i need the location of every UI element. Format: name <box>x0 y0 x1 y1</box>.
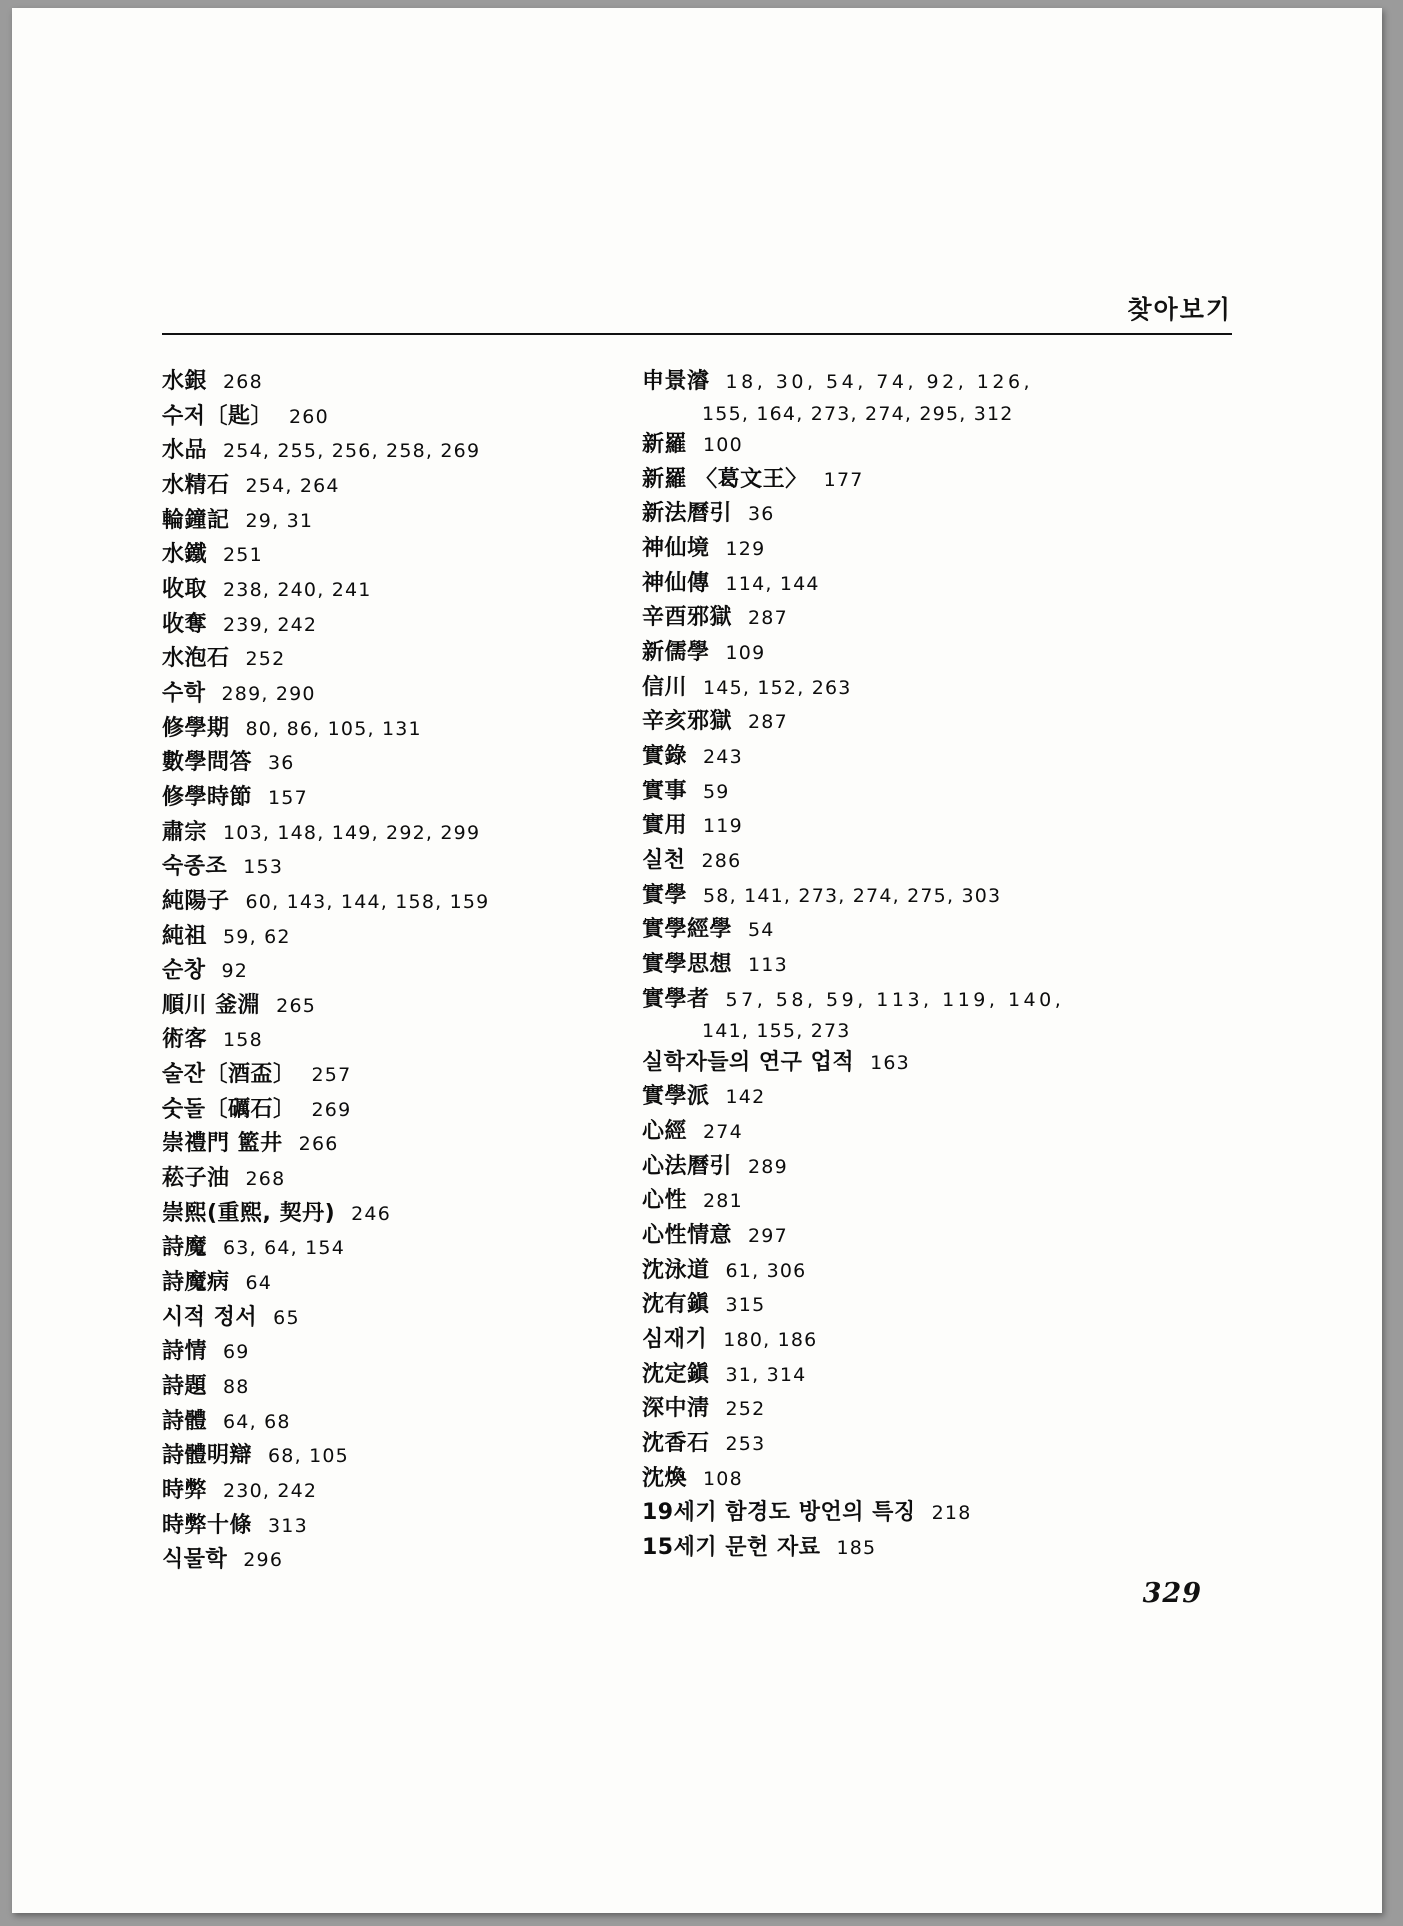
index-entry <box>162 1165 562 1193</box>
entry-term: 술잔〔酒盃〕 <box>162 1062 296 1088</box>
entry-pages: 60, 143, 144, 158, 159 <box>245 890 490 913</box>
entry-term: 神仙傳 <box>642 570 710 596</box>
page-number: 329 <box>1142 1578 1202 1609</box>
index-entry <box>162 576 562 604</box>
index-entry <box>642 1083 1042 1111</box>
entry-term: 辛酉邪獄 <box>642 605 733 631</box>
entry-term: 詩體明辯 <box>162 1443 253 1469</box>
index-entry <box>642 916 1042 944</box>
index-entry <box>162 437 562 465</box>
entry-pages: 65 <box>273 1306 300 1329</box>
index-entry <box>162 1373 562 1401</box>
index-entry <box>642 466 1042 494</box>
index-entry <box>162 853 562 881</box>
entry-pages: 145, 152, 263 <box>703 676 852 699</box>
entry-term: 心法曆引 <box>642 1153 733 1179</box>
index-entry <box>162 472 562 500</box>
entry-term: 信川 <box>642 674 688 700</box>
entry-term: 修學時節 <box>162 784 253 810</box>
entry-pages: 64, 68 <box>223 1410 291 1433</box>
entry-pages: 36 <box>748 503 775 526</box>
index-entry <box>642 570 1042 598</box>
entry-term: 詩魔 <box>162 1235 208 1261</box>
entry-pages: 287 <box>748 711 788 734</box>
entry-pages: 57, 58, 59, 113, 119, 140, <box>725 988 1065 1011</box>
index-entry <box>642 1465 1042 1493</box>
index-entry <box>642 743 1042 771</box>
entry-term: 實學者 <box>642 986 710 1012</box>
entry-term: 숫돌〔礪石〕 <box>162 1096 296 1122</box>
entry-term: 實學 <box>642 882 688 908</box>
entry-pages: 287 <box>748 607 788 630</box>
index-entry <box>162 1200 562 1228</box>
entry-pages: 88 <box>223 1376 250 1399</box>
entry-term: 心性 <box>642 1188 688 1214</box>
index-entry <box>162 1026 562 1054</box>
entry-term: 水泡石 <box>162 646 230 672</box>
entry-term: 輪鐘記 <box>162 507 230 533</box>
index-columns <box>162 368 1242 1581</box>
book-page <box>12 8 1382 1913</box>
index-entry <box>642 604 1042 632</box>
entry-pages: 289, 290 <box>221 682 316 705</box>
entry-term: 沈煥 <box>642 1465 688 1491</box>
index-entry <box>642 1049 1042 1077</box>
entry-pages: 29, 31 <box>245 509 314 532</box>
entry-term: 時弊 <box>162 1478 208 1503</box>
index-entry <box>642 1222 1042 1250</box>
index-entry <box>162 368 562 396</box>
entry-term: 實學派 <box>642 1084 710 1110</box>
index-entry <box>642 882 1042 910</box>
entry-term: 神仙境 <box>642 536 710 562</box>
index-entry <box>162 1304 562 1332</box>
index-entry <box>162 507 562 535</box>
index-entry <box>162 1546 562 1574</box>
entry-pages: 80, 86, 105, 131 <box>245 717 422 740</box>
entry-term: 실학자들의 연구 업적 <box>642 1049 855 1075</box>
entry-pages: 315 <box>725 1294 766 1317</box>
entry-term: 심재기 <box>642 1327 708 1353</box>
entry-term: 收取 <box>162 576 208 602</box>
index-entry <box>642 1534 1042 1562</box>
entry-pages: 246 <box>351 1202 392 1225</box>
index-entry <box>642 674 1042 702</box>
entry-term: 19세기 함경도 방언의 특징 <box>642 1500 916 1526</box>
entry-pages: 142 <box>725 1086 766 1109</box>
index-entry <box>162 1130 562 1158</box>
entry-pages: 257 <box>311 1064 352 1087</box>
entry-term: 崇熙(重熙, 契丹) <box>162 1200 336 1226</box>
index-entry <box>162 1061 562 1089</box>
entry-term: 新羅 <box>642 432 688 458</box>
index-entry <box>162 1477 562 1505</box>
entry-term: 純陽子 <box>162 888 230 914</box>
entry-term: 詩體 <box>162 1408 208 1434</box>
entry-term: 수학 <box>162 680 206 706</box>
entry-term: 崇禮門 籃井 <box>162 1131 283 1157</box>
index-entry <box>642 639 1042 667</box>
entry-pages: 254, 264 <box>245 474 340 497</box>
index-entry <box>642 708 1042 736</box>
index-entry <box>162 1442 562 1470</box>
entry-term: 新法曆引 <box>642 501 733 527</box>
index-column-right <box>642 368 1065 1581</box>
entry-term: 實錄 <box>642 744 688 770</box>
index-entry <box>642 951 1042 979</box>
entry-pages: 252 <box>725 1398 766 1421</box>
entry-term: 收奪 <box>162 611 208 637</box>
index-entry <box>162 749 562 777</box>
index-entry <box>642 535 1042 563</box>
entry-pages: 265 <box>276 994 317 1017</box>
entry-term: 數學問答 <box>162 750 253 776</box>
entry-pages: 129 <box>725 538 766 561</box>
entry-term: 順川 釜淵 <box>162 992 261 1018</box>
entry-term: 詩情 <box>162 1339 208 1365</box>
index-entry <box>162 715 562 743</box>
entry-pages: 54 <box>748 919 775 942</box>
entry-pages: 238, 240, 241 <box>223 578 372 601</box>
entry-pages: 103, 148, 149, 292, 299 <box>223 821 481 844</box>
entry-term: 心性情意 <box>642 1223 733 1249</box>
entry-pages: 266 <box>298 1133 339 1156</box>
entry-term: 詩題 <box>162 1374 208 1400</box>
index-entry <box>642 1257 1042 1285</box>
entry-term: 沈香石 <box>642 1431 710 1457</box>
index-entry <box>642 1326 1042 1354</box>
entry-term: 申景濬 <box>642 369 710 394</box>
entry-term: 沈定鎭 <box>642 1361 710 1387</box>
entry-term: 實學思想 <box>642 952 733 977</box>
index-entry <box>642 778 1042 806</box>
index-entry <box>642 986 1065 1014</box>
index-entry <box>162 819 562 847</box>
page-title: 찾아보기 <box>1127 295 1232 324</box>
entry-term: 實事 <box>642 778 688 804</box>
index-entry <box>162 992 562 1020</box>
entry-pages: 254, 255, 256, 258, 269 <box>223 440 481 463</box>
index-entry <box>642 1291 1042 1319</box>
entry-pages: 64 <box>245 1272 273 1295</box>
page-content <box>12 8 1382 1913</box>
index-entry <box>642 1395 1042 1423</box>
entry-pages: 109 <box>725 642 766 665</box>
entry-term: 15세기 문헌 자료 <box>642 1535 821 1560</box>
entry-term: 時弊十條 <box>162 1512 253 1538</box>
entry-term: 實學經學 <box>642 917 733 943</box>
entry-pages: 286 <box>701 850 742 873</box>
entry-pages: 218 <box>931 1502 972 1525</box>
entry-pages: 114, 144 <box>725 572 820 595</box>
entry-term: 沈有鎭 <box>642 1292 710 1318</box>
entry-pages: 69 <box>223 1341 250 1364</box>
entry-term: 詩魔病 <box>162 1270 230 1296</box>
entry-pages: 36 <box>268 752 295 775</box>
entry-pages: 230, 242 <box>223 1480 318 1502</box>
index-entry <box>162 1269 562 1297</box>
entry-term: 深中淸 <box>642 1396 710 1422</box>
entry-pages: 59, 62 <box>223 925 291 948</box>
entry-term: 실천 <box>642 848 686 874</box>
index-entry <box>642 1118 1042 1146</box>
entry-pages: 113 <box>748 954 788 976</box>
entry-pages: 281 <box>703 1190 743 1213</box>
entry-pages: 239, 242 <box>223 613 318 636</box>
entry-term: 水精石 <box>162 472 230 498</box>
entry-term: 숙종조 <box>162 854 228 880</box>
index-entry <box>162 1512 562 1540</box>
index-entry <box>162 923 562 951</box>
entry-pages: 119 <box>703 815 743 838</box>
index-entry <box>162 680 562 708</box>
index-entry <box>162 403 562 431</box>
entry-pages: 59 <box>703 780 730 803</box>
entry-term: 수저〔匙〕 <box>162 403 274 429</box>
entry-pages: 158 <box>223 1029 263 1052</box>
entry-term: 心經 <box>642 1119 688 1145</box>
entry-term: 水鐵 <box>162 542 208 568</box>
page-header <box>162 290 1232 330</box>
index-entry <box>642 500 1042 528</box>
entry-pages: 253 <box>725 1433 766 1456</box>
entry-pages: 68, 105 <box>268 1445 349 1468</box>
entry-pages: 108 <box>703 1467 743 1490</box>
index-entry <box>162 541 562 569</box>
entry-term: 肅宗 <box>162 819 208 845</box>
entry-term: 식물학 <box>162 1547 228 1573</box>
index-entry <box>162 888 562 916</box>
entry-term: 實用 <box>642 813 688 839</box>
entry-pages: 252 <box>245 648 286 671</box>
entry-term: 水銀 <box>162 369 208 394</box>
index-entry <box>642 1187 1042 1215</box>
entry-term: 純祖 <box>162 923 208 949</box>
index-entry <box>642 431 1042 459</box>
entry-pages: 63, 64, 154 <box>223 1237 345 1260</box>
entry-pages-continued: 155, 164, 273, 274, 295, 312 <box>702 402 1014 425</box>
index-entry <box>642 847 1042 875</box>
index-entry <box>162 645 562 673</box>
entry-pages: 61, 306 <box>725 1259 807 1282</box>
entry-pages: 268 <box>245 1168 286 1191</box>
entry-term: 新儒學 <box>642 640 710 666</box>
entry-pages: 289 <box>748 1155 788 1178</box>
header-divider <box>162 333 1232 335</box>
entry-pages: 31, 314 <box>725 1363 807 1386</box>
entry-pages: 297 <box>748 1225 788 1248</box>
entry-pages: 274 <box>703 1121 743 1144</box>
entry-pages: 180, 186 <box>723 1329 818 1352</box>
index-entry <box>642 368 1042 396</box>
entry-pages: 268 <box>223 371 263 393</box>
entry-pages-continued: 141, 155, 273 <box>702 1020 851 1043</box>
entry-pages: 18, 30, 54, 74, 92, 126, <box>725 371 1034 393</box>
entry-pages: 251 <box>223 544 263 567</box>
entry-term: 水品 <box>162 438 208 464</box>
entry-term: 新羅 〈葛文王〉 <box>642 466 808 492</box>
entry-term: 術客 <box>162 1027 208 1053</box>
index-entry <box>162 611 562 639</box>
entry-term: 辛亥邪獄 <box>642 709 733 735</box>
index-entry <box>162 1096 562 1124</box>
entry-pages: 296 <box>243 1549 284 1572</box>
entry-pages: 177 <box>823 468 864 491</box>
entry-term: 시적 정서 <box>162 1304 258 1330</box>
entry-pages: 157 <box>268 786 308 809</box>
index-entry <box>162 1234 562 1262</box>
index-entry <box>642 1499 1042 1527</box>
entry-term: 修學期 <box>162 715 230 741</box>
entry-pages: 92 <box>221 960 249 983</box>
entry-pages: 100 <box>703 434 743 457</box>
entry-pages: 313 <box>268 1514 308 1537</box>
entry-pages: 185 <box>836 1537 877 1559</box>
entry-pages: 243 <box>703 746 743 769</box>
index-column-left <box>162 368 562 1581</box>
entry-term: 沈泳道 <box>642 1257 710 1283</box>
index-entry <box>642 1153 1042 1181</box>
entry-pages: 58, 141, 273, 274, 275, 303 <box>703 884 1002 907</box>
index-entry <box>642 1430 1042 1458</box>
index-entry <box>162 1338 562 1366</box>
index-entry <box>642 812 1042 840</box>
entry-term: 菘子油 <box>162 1166 230 1192</box>
index-entry <box>642 1361 1042 1389</box>
entry-pages: 163 <box>870 1051 910 1074</box>
index-entry <box>162 1408 562 1436</box>
entry-pages: 260 <box>289 405 329 428</box>
index-entry <box>162 957 562 985</box>
entry-pages: 269 <box>311 1098 352 1121</box>
index-entry <box>162 784 562 812</box>
entry-term: 순창 <box>162 958 206 984</box>
entry-pages: 153 <box>243 856 284 879</box>
